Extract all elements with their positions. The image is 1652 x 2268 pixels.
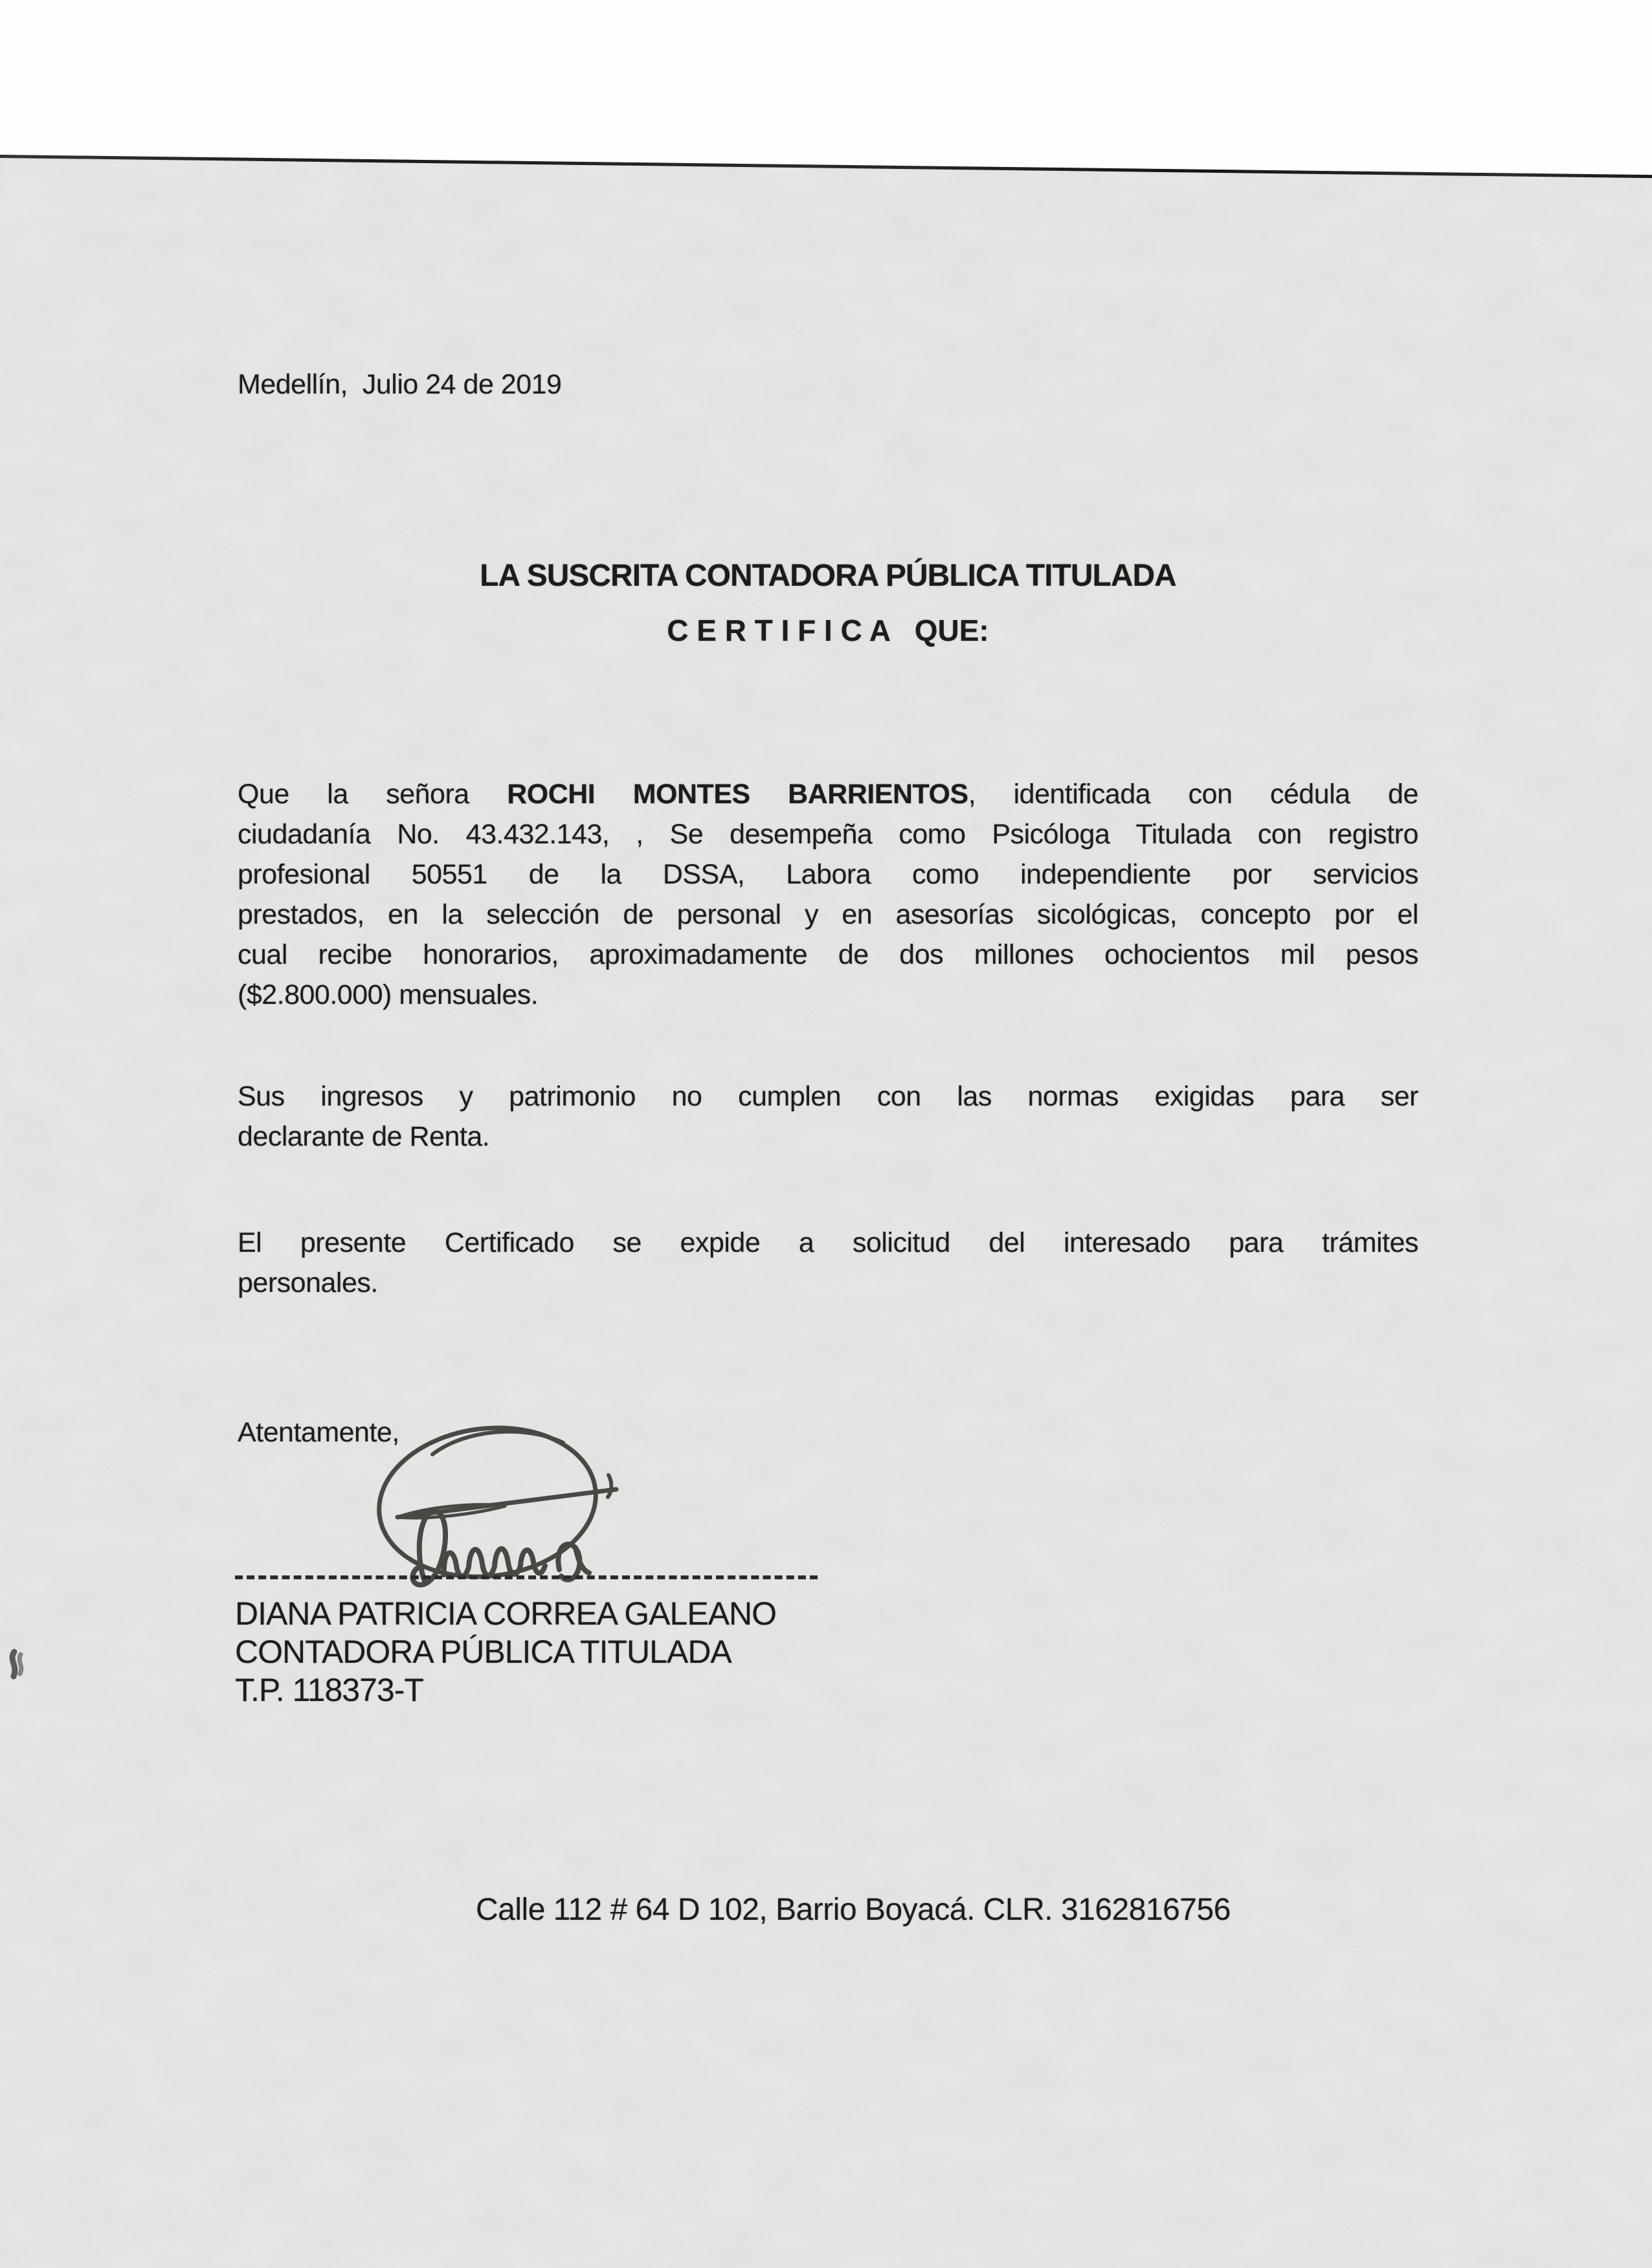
scanner-background (0, 0, 1652, 177)
document-title: LA SUSCRITA CONTADORA PÚBLICA TITULADA (480, 559, 1176, 593)
body-text: Que la señora (238, 779, 508, 810)
body-paragraph-2 (238, 1076, 1418, 1157)
handwritten-signature (368, 1419, 627, 1588)
date-line: Medellín, Julio 24 de 2019 (238, 369, 562, 400)
closing-salutation: Atentamente, (238, 1417, 399, 1448)
body-text: , identificada con cédula de (968, 779, 1418, 810)
subject-name: ROCHI MONTES BARRIENTOS (507, 779, 968, 810)
signature-dashed-line (235, 1575, 818, 1579)
body-line: cual recibe honorarios, aproximadamente de dos millones ochocientos mil pesos (238, 939, 1418, 970)
body-line: Sus ingresos y patrimonio no cumplen con las normas exigidas para ser (238, 1081, 1418, 1112)
certifies-heading: C E R T I F I C A QUE: (667, 614, 989, 647)
body-line: prestados, en la selección de personal y en asesorías sicológicas, concepto por el (238, 899, 1418, 930)
body-line: declarante de Renta. (238, 1121, 490, 1152)
signer-license: T.P. 118373-T (235, 1672, 423, 1708)
signature-cross-tick (608, 1475, 611, 1497)
body-line (238, 774, 1418, 814)
footer-address: Calle 112 # 64 D 102, Barrio Boyacá. CLR. 3162816756 (476, 1893, 1231, 1927)
body-line: ($2.800.000) mensuales. (238, 979, 539, 1010)
body-line: profesional 50551 de la DSSA, Labora como independiente por servicios (238, 859, 1418, 890)
body-line: personales. (238, 1267, 378, 1298)
signature-script-loops (444, 1549, 545, 1576)
body-paragraph-3 (238, 1223, 1418, 1303)
paper-sheet (0, 154, 1652, 2268)
body-line: ciudadanía No. 43.432.143, , Se desempeña como Psicóloga Titulada con registro (238, 819, 1418, 850)
body-line: El presente Certificado se expide a solicitud del interesado para trámites (238, 1227, 1418, 1258)
ink-smudge (5, 1648, 34, 1689)
signer-title: CONTADORA PÚBLICA TITULADA (235, 1634, 731, 1670)
signer-block (235, 1595, 776, 1709)
body-paragraph-1 (238, 774, 1418, 1015)
signer-name: DIANA PATRICIA CORREA GALEANO (235, 1595, 777, 1632)
signature-script-final-a (558, 1544, 589, 1580)
paper-texture (0, 154, 1652, 2268)
